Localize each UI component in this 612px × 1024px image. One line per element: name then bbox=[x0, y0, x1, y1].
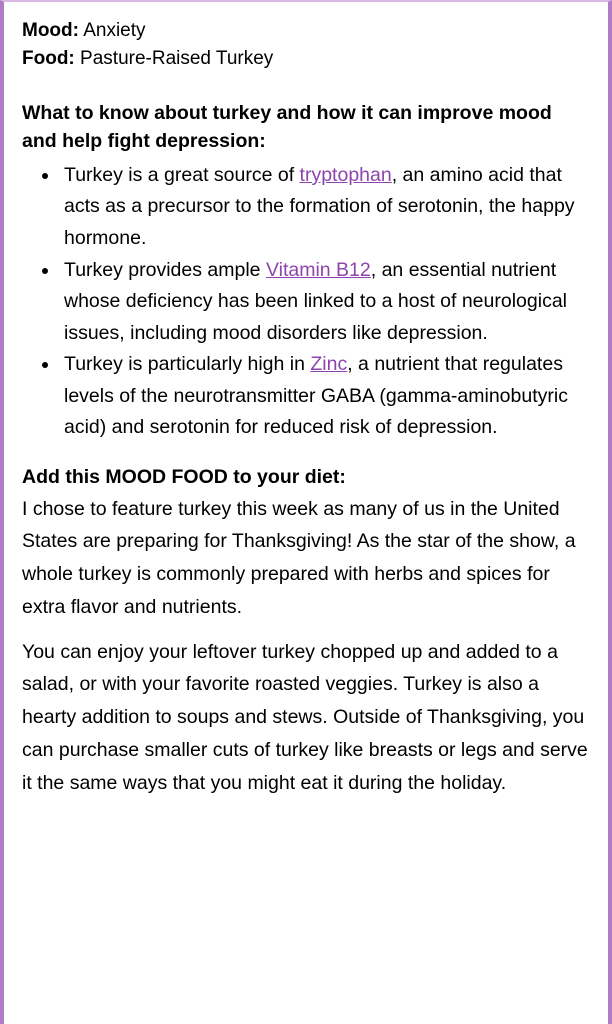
bullet-text-before: Turkey is a great source of bbox=[64, 163, 300, 186]
spacer bbox=[22, 444, 590, 464]
list-item bbox=[60, 349, 590, 444]
bullet-text-after: , a nutrient that regulates levels of the neurotransmitter GABA (gamma-aminobutyric acid) and serotonin for reduced risk of depression. bbox=[64, 353, 568, 439]
spacer bbox=[22, 74, 590, 100]
document-content bbox=[4, 2, 608, 799]
zinc-link[interactable]: Zinc bbox=[310, 353, 348, 376]
spacer bbox=[22, 624, 590, 636]
bullet-text-after: , an amino acid that acts as a precursor to the formation of serotonin, the happy hormone. bbox=[64, 163, 575, 249]
tryptophan-link[interactable]: tryptophan bbox=[299, 163, 392, 186]
benefits-list bbox=[22, 160, 590, 444]
section-heading: What to know about turkey and how it can improve mood and help fight depression: bbox=[22, 102, 552, 153]
mood-label: Mood: bbox=[22, 20, 79, 41]
bullet-text-before: Turkey provides ample bbox=[64, 258, 266, 281]
bullet-text-before: Turkey is particularly high in bbox=[64, 353, 311, 376]
mood-value: Anxiety bbox=[83, 20, 146, 41]
list-item bbox=[60, 160, 590, 255]
list-item bbox=[60, 255, 590, 350]
food-label: Food: bbox=[22, 48, 75, 70]
paragraph-one: I chose to feature turkey this week as many of us in the United States are preparing for Thanksgiving! As the star of the show, a whole turkey is commonly prepared with herbs and spices for extra flavor and nutrients. bbox=[22, 497, 576, 618]
mood-line bbox=[22, 18, 590, 44]
bullet-text-after: , an essential nutrient whose deficiency has been linked to a host of neurological issues, including mood disorders like depression. bbox=[64, 258, 567, 344]
paragraph-two: You can enjoy your leftover turkey chopped up and added to a salad, or with your favorite roasted veggies. Turkey is also a hearty addition to soups and stews. Outside of Thanksgiving, you can purchase smaller cuts of turkey like breasts or legs and serve it the same ways that you might eat it during the holiday. bbox=[22, 640, 588, 794]
diet-subheading: Add this MOOD FOOD to your diet: bbox=[22, 466, 346, 489]
food-line bbox=[22, 46, 590, 72]
food-value: Pasture-Raised Turkey bbox=[80, 48, 274, 70]
vitamin-b12-link[interactable]: Vitamin B12 bbox=[265, 258, 371, 281]
